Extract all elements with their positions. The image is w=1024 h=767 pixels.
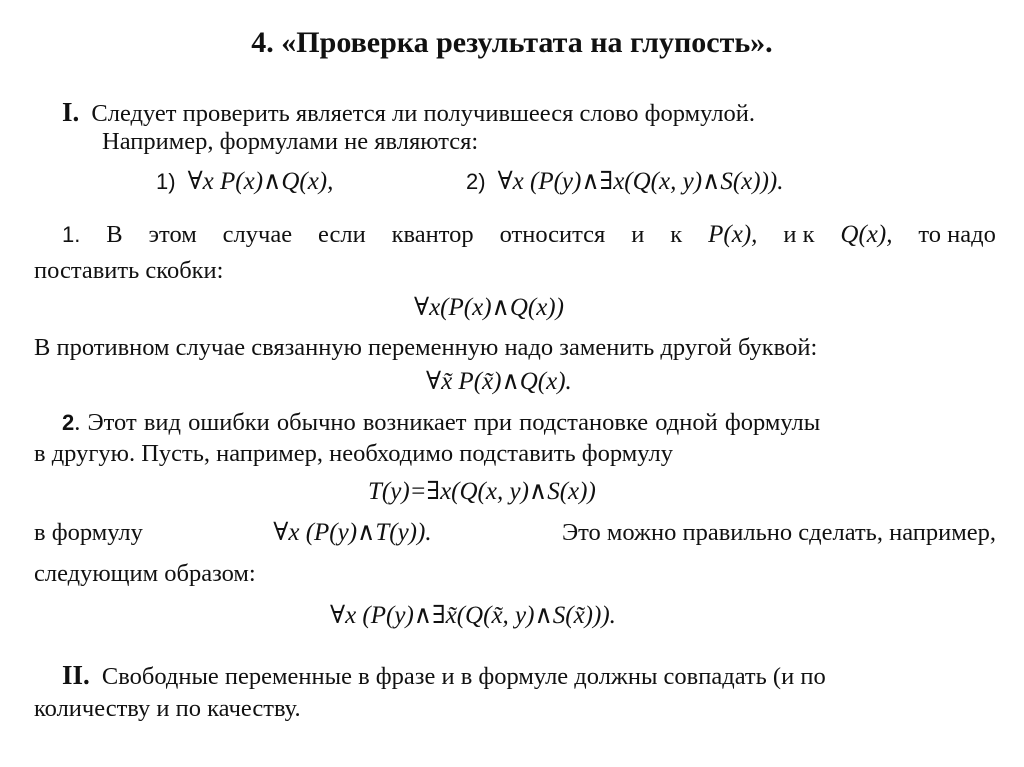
example-1-label: 1) xyxy=(156,169,176,194)
paragraph-2-number: 2 xyxy=(62,410,75,435)
p1-word: если xyxy=(318,221,366,248)
p1-mid: и к xyxy=(783,221,815,248)
paragraph-2-line-2: в другую. Пусть, например, необходимо подставить формулу xyxy=(34,440,673,467)
section-2-line-1 xyxy=(62,660,826,692)
p1-word: к xyxy=(670,221,683,248)
p1-word: относится xyxy=(499,221,606,248)
example-1 xyxy=(156,166,333,196)
section-2-line-2: количеству и по качеству. xyxy=(34,695,301,722)
p1-formula-qx: Q(x), xyxy=(840,221,893,248)
example-2-label: 2) xyxy=(466,169,486,194)
paragraph-2-line-1 xyxy=(62,408,996,438)
p1-word: и xyxy=(631,221,645,248)
example-2 xyxy=(466,166,783,196)
p1-word: этом xyxy=(148,221,197,248)
p1-word: случае xyxy=(222,221,293,248)
p1-word: квантор xyxy=(391,221,474,248)
p2-line3-formula: ∀x (P(y)∧T(y)). xyxy=(273,519,432,546)
p1-end: то надо xyxy=(918,221,996,248)
section-2-roman: II. xyxy=(62,660,90,690)
paragraph-1-number: 1. xyxy=(62,222,81,247)
paragraph-2-text-1: . Этот вид ошибки обычно возникает при подстановке одной формулы xyxy=(74,409,821,436)
paragraph-1-line-1 xyxy=(62,220,996,250)
p1-word: В xyxy=(106,221,123,248)
section-1-text-1: Следует проверить является ли получившееся слово формулой. xyxy=(91,100,756,127)
paragraph-1-line-2: поставить скобки: xyxy=(34,257,224,284)
example-1-formula: ∀x P(x)∧Q(x), xyxy=(187,168,334,195)
p2-line3-end: Это можно правильно сделать, например, xyxy=(561,519,996,546)
example-2-formula: ∀x (P(y)∧∃x(Q(x, y)∧S(x))). xyxy=(497,168,784,195)
formula-c: T(y)=∃x(Q(x, y)∧S(x)) xyxy=(368,478,596,505)
section-1-roman: I. xyxy=(62,97,80,127)
paragraph-1-line-3: В противном случае связанную переменную надо заменить другой буквой: xyxy=(34,334,818,361)
p2-line3-start: в формулу xyxy=(34,519,143,546)
formula-a: ∀x(P(x)∧Q(x)) xyxy=(414,294,564,321)
formula-b: ∀x̃ P(x̃)∧Q(x). xyxy=(426,368,572,395)
paragraph-2-line-4: следующим образом: xyxy=(34,560,256,587)
p1-formula-px: P(x), xyxy=(708,221,758,248)
section-1-line-2: Например, формулами не являются: xyxy=(102,128,479,155)
paragraph-2-line-3 xyxy=(34,518,996,548)
formula-d: ∀x (P(y)∧∃x̃(Q(x̃, y)∧S(x̃))). xyxy=(330,602,616,629)
section-2-text-1: Свободные переменные в фразе и в формуле должны совпадать (и по xyxy=(101,663,826,690)
section-1-line-1 xyxy=(62,97,755,129)
slide-title: 4. «Проверка результата на глупость». xyxy=(251,26,773,59)
